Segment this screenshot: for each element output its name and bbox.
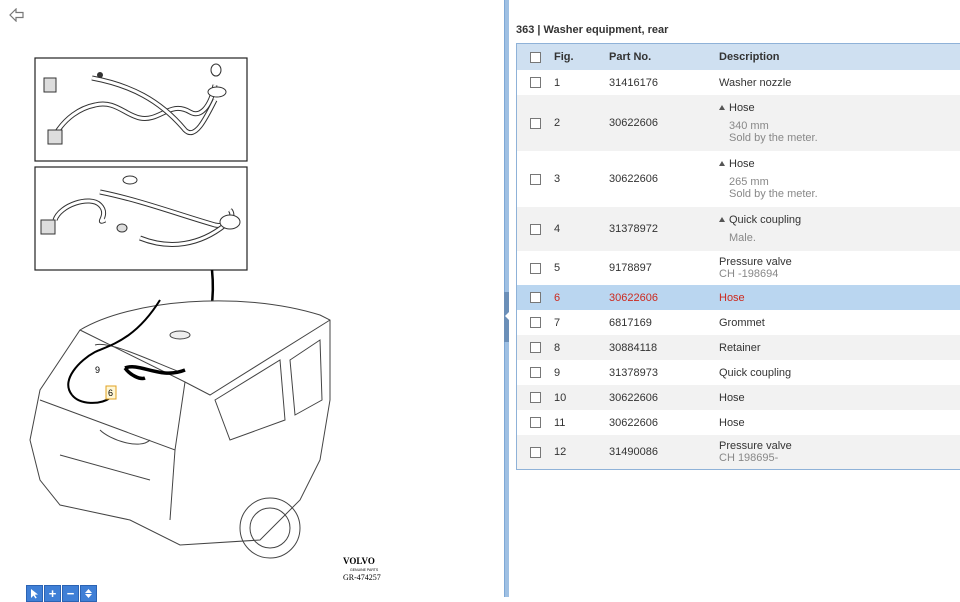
cell-part-no[interactable]: 30622606 [609,416,658,429]
parts-list-panel [509,0,960,597]
row-checkbox-cell[interactable] [517,342,553,353]
description-detail: 265 mm [729,176,769,188]
row-checkbox-cell[interactable] [517,224,553,235]
cell-description [719,256,960,280]
cell-part-no[interactable]: 31490086 [609,446,658,458]
description-main: Hose [719,102,960,114]
row-checkbox[interactable] [530,417,541,428]
cell-part-no[interactable]: 30622606 [609,391,658,404]
description-detail: Sold by the meter. [729,188,818,200]
cell-description [719,342,960,354]
cell-description [719,158,960,200]
cell-fig: 3 [554,173,561,185]
select-all-cell[interactable] [517,52,553,63]
description-detail: Male. [729,232,756,244]
cell-fig: 11 [554,416,566,429]
description-main: Quick coupling [719,214,960,226]
row-checkbox-cell[interactable] [517,77,553,88]
parts-table [516,43,960,470]
cell-part-no[interactable]: 30622606 [609,291,658,304]
label-6[interactable]: 6 [108,388,114,398]
description-main: Grommet [719,316,765,329]
cell-description [719,77,960,89]
header-fig[interactable]: Fig. [554,51,574,63]
row-checkbox[interactable] [530,342,541,353]
cell-description [719,417,960,429]
table-row[interactable] [517,151,960,207]
description-detail: 340 mm [729,120,769,132]
cell-fig: 4 [554,223,561,235]
row-checkbox-cell[interactable] [517,317,553,328]
cell-fig: 2 [554,117,561,129]
cell-part-no[interactable]: 30622606 [609,173,658,185]
row-checkbox[interactable] [530,317,541,328]
cell-fig: 8 [554,341,561,354]
cell-part-no[interactable]: 31416176 [609,76,658,89]
cell-fig: 7 [554,316,561,329]
section-title: 363 | Washer equipment, rear [516,24,669,36]
row-checkbox-cell[interactable] [517,263,553,274]
row-checkbox-cell[interactable] [517,392,553,403]
cell-description [719,392,960,404]
description-detail: CH 198695- [719,452,779,464]
row-checkbox[interactable] [530,224,541,235]
cell-description [719,317,960,329]
cell-description [719,440,960,464]
row-checkbox-cell[interactable] [517,118,553,129]
label-9: 9 [95,365,101,375]
select-all-checkbox[interactable] [530,52,541,63]
description-main: Hose [719,416,745,429]
zoom-toolbar [26,585,97,602]
row-checkbox-cell[interactable] [517,174,553,185]
table-row[interactable] [517,70,960,95]
cell-part-no[interactable]: 31378973 [609,366,658,379]
table-row[interactable] [517,251,960,285]
row-checkbox[interactable] [530,263,541,274]
table-row[interactable] [517,285,960,310]
row-checkbox-cell[interactable] [517,447,553,458]
description-main: Hose [719,158,960,170]
row-checkbox-cell[interactable] [517,367,553,378]
table-body [517,70,960,469]
cell-part-no[interactable]: 31378972 [609,223,658,235]
cell-fig: 9 [554,366,561,379]
table-row[interactable] [517,385,960,410]
table-row[interactable] [517,207,960,251]
table-row[interactable] [517,435,960,469]
row-checkbox[interactable] [530,447,541,458]
cell-description [719,367,960,379]
cell-fig: 1 [554,76,561,89]
table-row[interactable] [517,410,960,435]
description-main: Pressure valve [719,256,792,268]
expand-triangle-icon[interactable] [719,217,725,222]
row-checkbox-cell[interactable] [517,417,553,428]
description-detail: Sold by the meter. [729,132,818,144]
cell-description [719,292,960,304]
table-row[interactable] [517,310,960,335]
diagram-ref: GR-474257 [343,573,381,582]
brand-logo: VOLVO [343,556,375,566]
table-row[interactable] [517,360,960,385]
row-checkbox[interactable] [530,77,541,88]
cell-part-no[interactable]: 30622606 [609,117,658,129]
row-checkbox[interactable] [530,392,541,403]
expand-triangle-icon[interactable] [719,161,725,166]
fit-icon[interactable] [80,585,97,602]
row-checkbox[interactable] [530,118,541,129]
cell-description [719,214,960,244]
cell-part-no[interactable]: 30884118 [609,341,658,354]
pointer-icon[interactable] [26,585,43,602]
row-checkbox[interactable] [530,292,541,303]
header-part-no[interactable]: Part No. [609,51,652,63]
cell-fig: 6 [554,291,561,304]
description-main: Hose [719,391,745,404]
row-checkbox-cell[interactable] [517,292,553,303]
cell-description [719,102,960,144]
table-header [517,44,960,70]
description-main: Hose [719,291,745,304]
description-main: Washer nozzle [719,76,792,89]
description-main: Pressure valve [719,440,792,452]
row-checkbox[interactable] [530,367,541,378]
cell-fig: 10 [554,391,567,404]
cell-fig: 5 [554,262,561,274]
cell-fig: 12 [554,446,567,458]
header-description[interactable]: Description [719,51,780,63]
cell-part-no[interactable]: 9178897 [609,262,652,274]
brand-sub: GENUINE PARTS [350,568,379,572]
cell-part-no[interactable]: 6817169 [609,316,652,329]
description-detail: CH -198694 [719,268,779,280]
zoom-out-icon[interactable]: − [62,585,79,602]
table-row[interactable] [517,95,960,151]
description-main: Retainer [719,341,761,354]
expand-triangle-icon[interactable] [719,105,725,110]
table-row[interactable] [517,335,960,360]
zoom-in-icon[interactable]: + [44,585,61,602]
description-main: Quick coupling [719,366,792,379]
row-checkbox[interactable] [530,174,541,185]
